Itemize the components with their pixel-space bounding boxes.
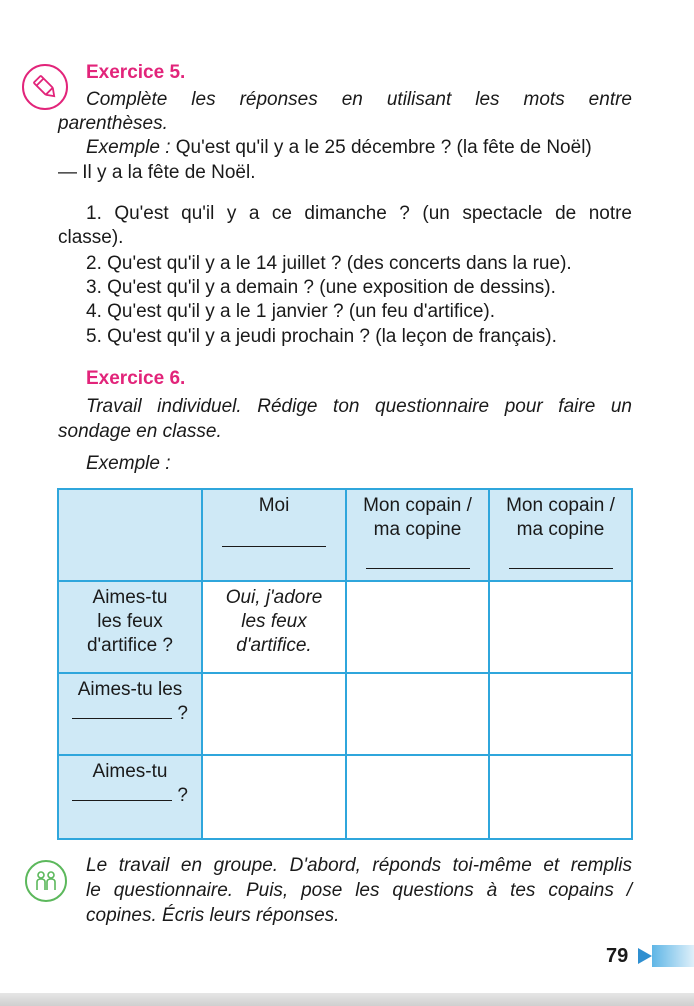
exercise-5-instruction: Complète les réponses en utilisant les mots entre <box>86 89 632 110</box>
answer-cell[interactable] <box>489 755 632 839</box>
page-number: 79 <box>606 945 629 967</box>
answer-cell[interactable] <box>202 755 346 839</box>
answer-cell[interactable] <box>346 673 489 755</box>
header-copain-2: Mon copain / ma copine <box>489 489 632 581</box>
question-cell: Aimes-tu les ? <box>58 673 202 755</box>
answer-cell[interactable] <box>489 673 632 755</box>
answer-cell[interactable] <box>346 755 489 839</box>
exercise-6-title: Exercice 6. <box>86 368 186 389</box>
group-work-text: Le travail en groupe. D'abord, réponds toi-même et remplis <box>86 855 632 876</box>
exercise-6-example-label: Exemple : <box>86 453 171 474</box>
table-cell-empty <box>58 489 202 581</box>
header-moi: Moi <box>202 489 346 581</box>
header-copain-1: Mon copain / ma copine <box>346 489 489 581</box>
table-row <box>58 673 632 755</box>
list-item: classe). <box>58 227 124 248</box>
question-cell: Aimes-tu les feux d'artifice ? <box>58 581 202 673</box>
exercise-6-instruction: Travail individuel. Rédige ton questionnaire pour faire un <box>86 396 632 417</box>
answer-cell: Oui, j'adore les feux d'artifice. <box>202 581 346 673</box>
list-item: 2. Qu'est qu'il y a le 14 juillet ? (des concerts dans la rue). <box>86 253 572 274</box>
answer-cell[interactable] <box>489 581 632 673</box>
answer-cell[interactable] <box>346 581 489 673</box>
list-item: 5. Qu'est qu'il y a jeudi prochain ? (la leçon de français). <box>86 326 557 347</box>
exercise-5-title: Exercice 5. <box>86 62 186 83</box>
answer-cell[interactable] <box>202 673 346 755</box>
group-work-icon <box>25 860 67 902</box>
exercise-6-instruction-cont: sondage en classe. <box>58 421 222 442</box>
footer-bar <box>0 993 694 1006</box>
page-arrow-icon <box>638 948 652 969</box>
table-row <box>58 581 632 673</box>
table-row <box>58 489 632 581</box>
survey-table <box>57 488 633 840</box>
table-row <box>58 755 632 839</box>
list-item: 1. Qu'est qu'il y a ce dimanche ? (un spectacle de notre <box>86 203 632 224</box>
exercise-5-instruction-cont: parenthèses. <box>58 113 168 134</box>
group-work-text: copines. Écris leurs réponses. <box>86 905 340 926</box>
example-answer: — Il y a la fête de Noël. <box>58 162 256 183</box>
group-work-text: le questionnaire. Puis, pose les questions à tes copains / <box>86 880 632 901</box>
example-sentence: Exemple : Qu'est qu'il y a le 25 décembre ? (la fête de Noël) <box>86 137 592 158</box>
pencil-icon <box>22 64 68 110</box>
question-cell: Aimes-tu ? <box>58 755 202 839</box>
page-marker-bar <box>652 945 694 967</box>
list-item: 3. Qu'est qu'il y a demain ? (une exposition de dessins). <box>86 277 556 298</box>
list-item: 4. Qu'est qu'il y a le 1 janvier ? (un feu d'artifice). <box>86 301 496 322</box>
